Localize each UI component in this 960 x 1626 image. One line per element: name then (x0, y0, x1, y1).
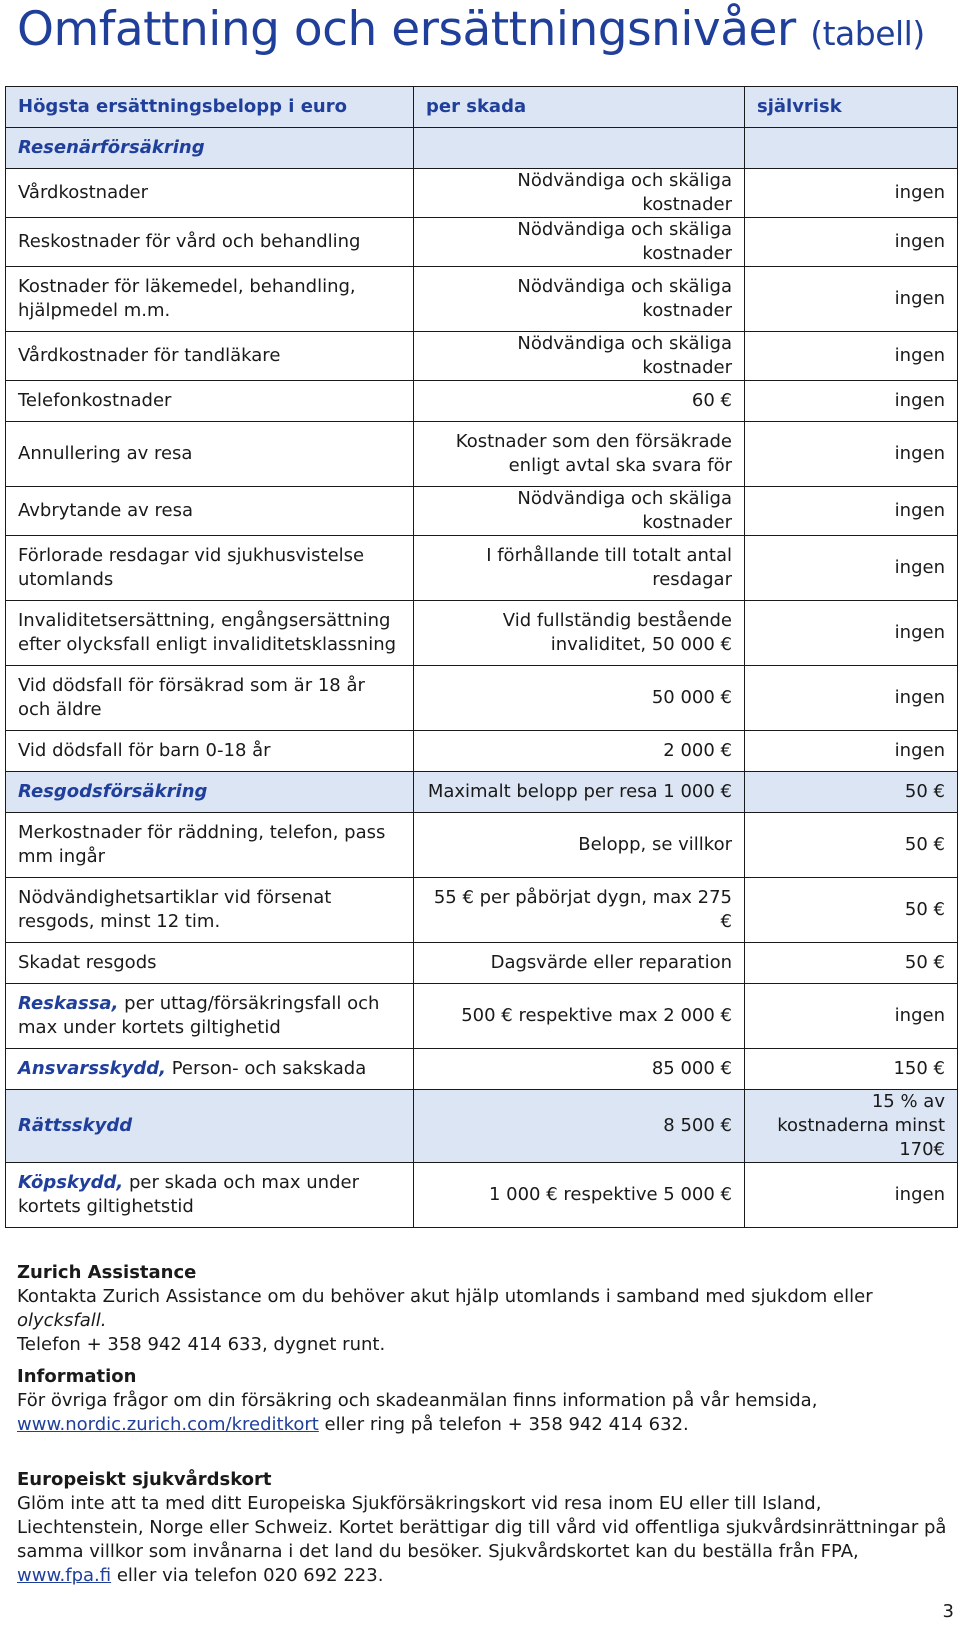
row-value: Nödvändiga och skäliga kostnader (414, 267, 745, 332)
information-heading: Information (17, 1366, 137, 1387)
table-row (6, 536, 958, 601)
row-value: Nödvändiga och skäliga kostnader (414, 332, 745, 381)
coverage-table (5, 86, 958, 1228)
row-value: 2 000 € (414, 731, 745, 772)
row-value (414, 128, 745, 169)
header-max-amount: Högsta ersättningsbelopp i euro (6, 87, 414, 128)
row-value: 55 € per påbörjat dygn, max 275 € (414, 878, 745, 943)
row-deductible (745, 128, 958, 169)
row-label-strong: Reskassa, (18, 993, 119, 1014)
row-deductible: 50 € (745, 813, 958, 878)
table-row (6, 332, 958, 381)
row-label: Vårdkostnader för tandläkare (6, 332, 414, 381)
row-value: I förhållande till totalt antal resdagar (414, 536, 745, 601)
row-deductible: ingen (745, 984, 958, 1049)
ehic-text-2: eller via telefon 020 692 223. (111, 1565, 384, 1586)
ehic-text-1: Glöm inte att ta med ditt Europeiska Sjukförsäkringskort vid resa inom EU eller till Island, Liechtenstein, Norge eller Schweiz. Kortet berättigar dig till vård vid offentliga sjukvårdsinrättningar på samma villkor som invånarna i det land du besöker. Sjukvårdskortet kan du beställa från FPA, (17, 1493, 947, 1562)
row-value: Belopp, se villkor (414, 813, 745, 878)
row-label: Invaliditetsersättning, engångsersättning efter olycksfall enligt invaliditetsklassning (6, 601, 414, 666)
row-value: Maximalt belopp per resa 1 000 € (414, 772, 745, 813)
fpa-link[interactable]: www.fpa.fi (17, 1565, 112, 1586)
table-row (6, 1090, 958, 1163)
row-deductible: 50 € (745, 772, 958, 813)
table-row (6, 601, 958, 666)
row-label-strong: Köpskydd, (18, 1172, 124, 1193)
row-deductible: 50 € (745, 943, 958, 984)
table-row (6, 731, 958, 772)
page-title-suffix: (tabell) (810, 14, 925, 53)
row-value: Vid fullständig bestående invaliditet, 50 000 € (414, 601, 745, 666)
website-link[interactable]: www.nordic.zurich.com/kreditkort (17, 1414, 319, 1435)
row-deductible: 150 € (745, 1049, 958, 1090)
row-deductible: ingen (745, 1163, 958, 1228)
page-title-main: Omfattning och ersättningsnivåer (17, 2, 796, 57)
table-row (6, 1049, 958, 1090)
table-row (6, 943, 958, 984)
row-deductible: ingen (745, 536, 958, 601)
assistance-text-line1: Kontakta Zurich Assistance om du behöver akut hjälp utomlands i samband med sjukdom eller (17, 1286, 873, 1307)
row-label: Avbrytande av resa (6, 487, 414, 536)
table-row (6, 267, 958, 332)
row-deductible: ingen (745, 666, 958, 731)
table-row (6, 218, 958, 267)
row-label (6, 1163, 414, 1228)
row-label: Nödvändighetsartiklar vid försenat resgods, minst 12 tim. (6, 878, 414, 943)
section-label: Rättsskydd (18, 1115, 133, 1136)
row-deductible: 50 € (745, 878, 958, 943)
assistance-text (17, 1285, 947, 1333)
row-deductible: 15 % av kostnaderna minst 170€ (745, 1090, 958, 1163)
row-value: Nödvändiga och skäliga kostnader (414, 169, 745, 218)
row-value: 50 000 € (414, 666, 745, 731)
row-value: 60 € (414, 381, 745, 422)
row-label: Merkostnader för räddning, telefon, pass mm ingår (6, 813, 414, 878)
table-row (6, 128, 958, 169)
table-row (6, 169, 958, 218)
row-deductible: ingen (745, 422, 958, 487)
assistance-phone: Telefon + 358 942 414 633, dygnet runt. (17, 1334, 386, 1355)
row-label (6, 984, 414, 1049)
table-row (6, 666, 958, 731)
table-row (6, 772, 958, 813)
table-row (6, 487, 958, 536)
row-value: Nödvändiga och skäliga kostnader (414, 218, 745, 267)
header-deductible: självrisk (745, 87, 958, 128)
row-value: Nödvändiga och skäliga kostnader (414, 487, 745, 536)
row-value: Dagsvärde eller reparation (414, 943, 745, 984)
row-deductible: ingen (745, 601, 958, 666)
row-value: 1 000 € respektive 5 000 € (414, 1163, 745, 1228)
row-label-strong: Ansvarsskydd, (18, 1058, 166, 1079)
row-deductible: ingen (745, 332, 958, 381)
page-number: 3 (942, 1601, 954, 1622)
row-value: 500 € respektive max 2 000 € (414, 984, 745, 1049)
information-section (17, 1365, 947, 1437)
table-row (6, 878, 958, 943)
row-label: Telefonkostnader (6, 381, 414, 422)
row-label-text: per skada och max under kortets giltighetstid (18, 1172, 359, 1217)
page-title (17, 2, 925, 57)
row-value: 8 500 € (414, 1090, 745, 1163)
section-label: Resgodsförsäkring (18, 781, 208, 802)
assistance-text-italic: olycksfall. (17, 1310, 107, 1331)
assistance-section (17, 1261, 947, 1357)
information-text-2: eller ring på telefon + 358 942 414 632. (318, 1414, 689, 1435)
row-label: Reskostnader för vård och behandling (6, 218, 414, 267)
assistance-heading: Zurich Assistance (17, 1262, 197, 1283)
row-deductible: ingen (745, 218, 958, 267)
row-label: Vid dödsfall för barn 0-18 år (6, 731, 414, 772)
row-label: Förlorade resdagar vid sjukhusvistelse utomlands (6, 536, 414, 601)
row-deductible: ingen (745, 267, 958, 332)
row-label: Vid dödsfall för försäkrad som är 18 år och äldre (6, 666, 414, 731)
section-legal-protection (6, 1090, 414, 1163)
row-value: Kostnader som den försäkrade enligt avtal ska svara för (414, 422, 745, 487)
row-label: Skadat resgods (6, 943, 414, 984)
information-text (17, 1389, 947, 1437)
row-label: Kostnader för läkemedel, behandling, hjälpmedel m.m. (6, 267, 414, 332)
information-text-1: För övriga frågor om din försäkring och skadeanmälan finns information på vår hemsida, (17, 1390, 818, 1411)
table-row (6, 813, 958, 878)
row-deductible: ingen (745, 169, 958, 218)
row-label: Annullering av resa (6, 422, 414, 487)
header-per-claim: per skada (414, 87, 745, 128)
table-row (6, 381, 958, 422)
table-row (6, 1163, 958, 1228)
ehic-heading: Europeiskt sjukvårdskort (17, 1469, 272, 1490)
section-travel-insurance (6, 128, 414, 169)
row-label: Vårdkostnader (6, 169, 414, 218)
row-label-text: Person- och sakskada (165, 1058, 367, 1079)
row-label (6, 1049, 414, 1090)
ehic-text (17, 1492, 947, 1588)
table-header-row (6, 87, 958, 128)
section-baggage-insurance (6, 772, 414, 813)
ehic-section (17, 1468, 947, 1588)
row-deductible: ingen (745, 487, 958, 536)
section-label: Resenärförsäkring (18, 137, 205, 158)
row-deductible: ingen (745, 381, 958, 422)
row-label-text: per uttag/försäkringsfall och max under kortets giltighetid (18, 993, 380, 1038)
row-value: 85 000 € (414, 1049, 745, 1090)
table-row (6, 422, 958, 487)
row-deductible: ingen (745, 731, 958, 772)
table-row (6, 984, 958, 1049)
